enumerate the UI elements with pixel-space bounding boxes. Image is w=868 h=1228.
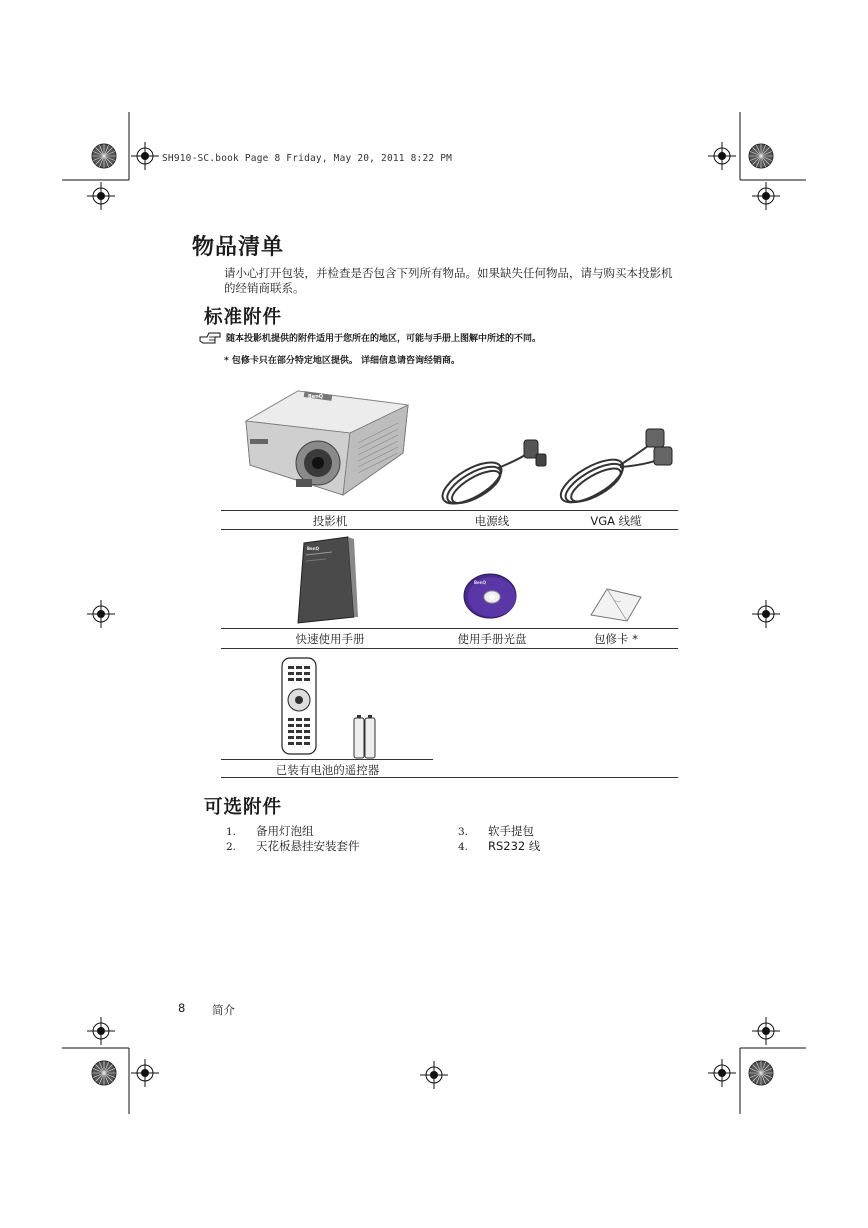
table-rule-1 [221, 510, 678, 511]
manual-cd-image [462, 570, 522, 620]
optional-item-label: 天花板悬挂安装套件 [256, 839, 360, 853]
optional-item-label: 软手提包 [488, 824, 534, 838]
quick-guide-image [292, 535, 362, 625]
standard-accessories-heading: 标准附件 [204, 307, 283, 328]
optional-item-number: 2. [226, 841, 237, 853]
table-rule-6 [221, 777, 678, 778]
page-title: 物品清单 [192, 235, 285, 260]
table-rule-2 [221, 529, 678, 530]
optional-item-label: RS232 线 [488, 839, 541, 853]
caption-manual-cd: 使用手册光盘 [457, 632, 527, 646]
projector-brand-logo: BenQ [308, 394, 324, 400]
optional-item [226, 838, 360, 854]
optional-item-number: 4. [458, 841, 469, 853]
optional-item-number: 1. [226, 826, 237, 838]
projector-image [238, 383, 418, 503]
optional-accessories-heading: 可选附件 [204, 797, 283, 818]
optional-item [458, 838, 540, 854]
book-header: SH910-SC.book Page 8 Friday, May 20, 2011 8:22 PM [162, 153, 453, 164]
optional-item [226, 823, 314, 839]
cd-brand-logo: BenQ [474, 580, 487, 585]
caption-power-cord: 电源线 [474, 514, 510, 528]
warranty-card-note: * 包修卡只在部分特定地区提供。 详细信息请咨询经销商。 [224, 356, 460, 366]
batteries-image [352, 714, 378, 760]
page-number: 8 [178, 1001, 186, 1015]
warranty-card-image [587, 585, 647, 625]
pointing-hand-icon [199, 331, 223, 345]
guide-brand-logo: BenQ [307, 546, 320, 551]
optional-item-label: 备用灯泡组 [256, 824, 314, 838]
region-note: 随本投影机提供的附件适用于您所在的地区，可能与手册上图解中所述的不同。 [226, 334, 542, 344]
optional-item-number: 3. [458, 826, 469, 838]
footer-section: 简介 [212, 1003, 235, 1017]
table-rule-4 [221, 648, 678, 649]
caption-quick-guide: 快速使用手册 [295, 632, 365, 646]
caption-projector: 投影机 [312, 514, 348, 528]
caption-remote: 已装有电池的遥控器 [275, 763, 380, 777]
vga-cable-image [556, 425, 676, 505]
power-cord-image [438, 430, 548, 510]
optional-item [458, 823, 534, 839]
table-rule-5 [221, 759, 433, 760]
remote-control-image [280, 656, 320, 756]
table-rule-3 [221, 628, 678, 629]
caption-warranty-card: 包修卡 * [594, 632, 638, 646]
intro-paragraph: 请小心打开包装，并检查是否包含下列所有物品。如果缺失任何物品，请与购买本投影机的经销商联系。 [224, 266, 673, 295]
caption-vga-cable: VGA 线缆 [590, 514, 642, 528]
